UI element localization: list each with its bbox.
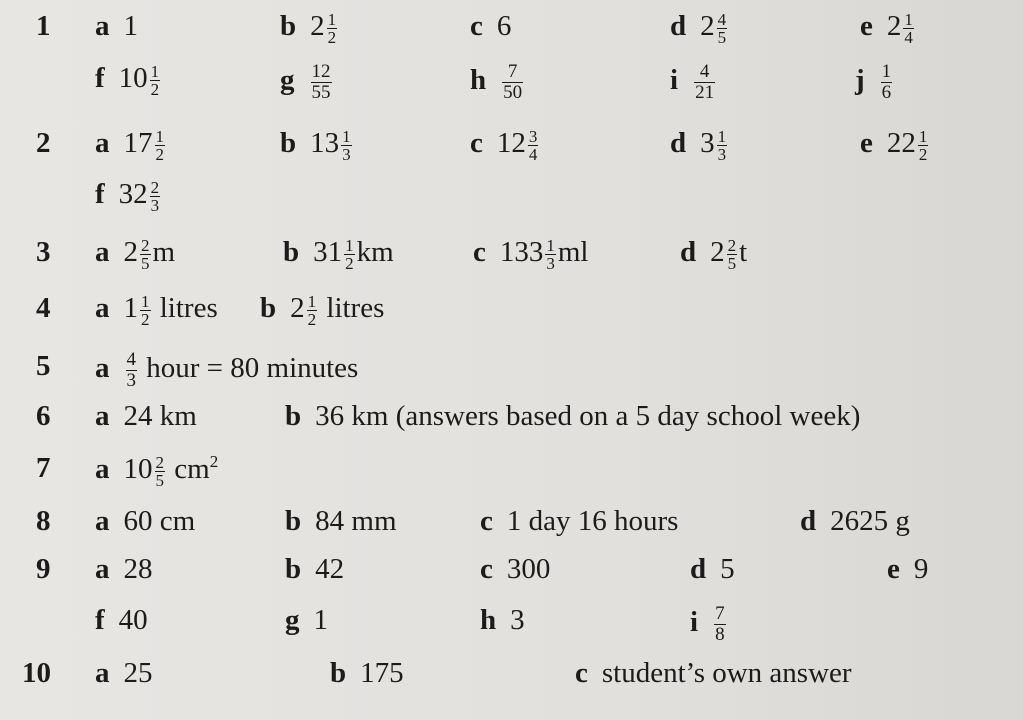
part-letter: g: [285, 604, 300, 636]
part-letter: d: [690, 553, 707, 585]
whole-part: 42: [315, 553, 345, 585]
answer-row: [0, 348, 1023, 398]
answer-item: [280, 127, 354, 163]
answer-item: [470, 62, 525, 103]
answer-row: [0, 655, 1023, 705]
question-number: 8: [36, 505, 51, 537]
answer-item: [670, 10, 729, 46]
fraction: [140, 293, 151, 328]
part-letter: i: [670, 64, 679, 97]
denominator: 5: [141, 253, 150, 273]
question-number: 3: [36, 236, 51, 268]
whole-part: 32: [118, 178, 148, 210]
fraction: [341, 128, 352, 163]
whole-part: 2: [700, 10, 715, 42]
denominator: 3: [546, 253, 555, 273]
answer-item: [280, 62, 334, 103]
answer-item: [95, 236, 175, 272]
answer-item: [285, 400, 860, 433]
denominator: 5: [155, 470, 164, 490]
answer-value: [309, 62, 334, 103]
part-letter: f: [95, 178, 105, 210]
whole-part: 300: [506, 553, 551, 585]
answer-value: [124, 452, 219, 489]
answer-value: [124, 657, 153, 690]
whole-part: 3: [510, 604, 525, 636]
answer-item: [330, 657, 404, 690]
answer-value: [119, 62, 163, 98]
part-letter: a: [95, 10, 110, 42]
fraction: [307, 293, 318, 328]
answer-row: [0, 8, 1023, 58]
fraction: [140, 237, 151, 272]
fraction: [714, 604, 726, 645]
answer-item: [670, 127, 729, 163]
part-letter: b: [280, 127, 297, 159]
whole-part: 10: [118, 62, 148, 94]
part-letter: h: [480, 604, 497, 636]
question-number: 4: [36, 292, 51, 324]
part-letter: a: [95, 452, 110, 485]
answer-row: [0, 234, 1023, 284]
answer-item: [690, 553, 735, 586]
unit-text: litres: [152, 292, 218, 324]
whole-part: 1 day 16 hours: [506, 505, 679, 537]
numerator: 2: [141, 235, 150, 255]
whole-part: 1: [313, 604, 328, 636]
answer-value: [879, 62, 895, 103]
fraction: [694, 62, 715, 103]
answer-item: [95, 62, 162, 98]
part-letter: e: [887, 553, 900, 585]
part-letter: c: [470, 10, 483, 42]
denominator: 2: [918, 144, 928, 164]
whole-part: 28: [123, 553, 153, 585]
part-letter: a: [95, 352, 110, 385]
answer-item: [860, 10, 916, 46]
numerator: 1: [141, 291, 150, 311]
answer-value: [313, 236, 394, 272]
denominator: 2: [141, 309, 150, 329]
denominator: 3: [717, 144, 727, 164]
answer-value: [700, 10, 729, 46]
denominator: 2: [307, 309, 317, 329]
numerator: 7: [502, 62, 523, 83]
whole-part: 22: [886, 127, 916, 159]
numerator: 1: [307, 291, 317, 311]
answer-item: [690, 604, 728, 645]
part-letter: c: [473, 236, 486, 268]
answer-value: [360, 657, 404, 690]
denominator: 4: [904, 27, 913, 47]
answer-value: [497, 127, 541, 163]
part-letter: j: [855, 64, 865, 97]
whole-part: 9: [913, 553, 929, 585]
answer-item: [800, 505, 910, 538]
whole-part: 2: [123, 236, 138, 268]
question-number: 6: [36, 400, 51, 432]
answer-value: [119, 178, 163, 214]
answer-item: [95, 553, 153, 586]
whole-part: 84 mm: [315, 505, 397, 537]
part-letter: c: [470, 127, 483, 159]
fraction: [344, 237, 355, 272]
part-letter: d: [670, 127, 687, 159]
answer-value: [500, 236, 589, 272]
whole-part: student’s own answer: [601, 657, 852, 689]
answer-value: [507, 553, 551, 586]
unit-text: km: [356, 236, 394, 268]
answer-row: [0, 450, 1023, 500]
numerator: 2: [150, 177, 160, 197]
denominator: 2: [155, 144, 164, 164]
part-letter: a: [95, 657, 110, 689]
part-letter: i: [690, 606, 699, 639]
answer-item: [95, 657, 153, 690]
whole-part: 13: [310, 127, 340, 159]
part-letter: c: [480, 505, 493, 537]
denominator: 8: [715, 624, 725, 645]
answer-item: [285, 604, 328, 637]
numerator: 1: [342, 126, 351, 146]
answer-value: [124, 505, 196, 538]
whole-part: 1: [123, 292, 138, 324]
answer-item: [95, 400, 197, 433]
denominator: 3: [126, 370, 136, 391]
whole-part: 2: [310, 10, 325, 42]
answer-row: [0, 602, 1023, 652]
denominator: 21: [695, 82, 715, 103]
part-letter: a: [95, 400, 110, 432]
answer-item: [470, 127, 540, 163]
part-letter: f: [95, 604, 105, 636]
whole-part: 3: [700, 127, 715, 159]
fraction: [126, 350, 138, 391]
part-letter: g: [280, 64, 295, 97]
answer-value: [124, 400, 197, 433]
numerator: 4: [717, 9, 727, 29]
whole-part: 175: [360, 657, 404, 689]
numerator: 1: [345, 235, 354, 255]
denominator: 6: [881, 82, 892, 103]
question-number: 7: [36, 452, 51, 484]
part-letter: c: [575, 657, 588, 689]
part-letter: a: [95, 505, 110, 537]
answer-value: [124, 292, 218, 328]
whole-part: 10: [123, 452, 153, 485]
part-letter: f: [95, 62, 105, 94]
part-letter: e: [860, 127, 873, 159]
part-letter: h: [470, 64, 487, 97]
answer-value: [887, 127, 931, 163]
fraction: [150, 63, 161, 98]
numerator: 4: [126, 349, 136, 370]
denominator: 2: [150, 79, 160, 99]
answer-item: [95, 452, 218, 489]
part-letter: b: [260, 292, 277, 324]
answer-item: [95, 292, 218, 328]
answer-value: [124, 127, 168, 163]
denominator: 5: [717, 27, 727, 47]
fraction: [545, 237, 556, 272]
whole-part: 12: [496, 127, 526, 159]
answer-item: [670, 62, 717, 103]
denominator: 55: [311, 82, 331, 103]
part-letter: b: [330, 657, 347, 689]
numerator: 1: [150, 61, 160, 81]
unit-text: ml: [557, 236, 589, 268]
answer-value: [914, 553, 929, 586]
question-number: 2: [36, 127, 51, 159]
denominator: 5: [727, 253, 737, 273]
denominator: 3: [150, 195, 160, 215]
whole-part: 5: [720, 553, 735, 585]
numerator: 1: [155, 126, 164, 146]
fraction: [717, 128, 728, 163]
unit-exponent: 2: [209, 452, 219, 471]
question-number: 9: [36, 553, 51, 585]
part-letter: b: [283, 236, 300, 268]
part-letter: a: [95, 236, 110, 268]
whole-part: 1: [123, 10, 138, 42]
answer-row: [0, 125, 1023, 175]
answer-item: [887, 553, 928, 586]
answer-value: [830, 505, 910, 538]
answer-value: [314, 604, 329, 637]
part-letter: a: [95, 553, 110, 585]
denominator: 2: [327, 27, 337, 47]
numerator: 4: [694, 62, 715, 83]
answer-value: [507, 505, 679, 538]
answer-item: [280, 10, 339, 46]
answer-item: [470, 10, 511, 43]
whole-part: 2: [290, 292, 305, 324]
answer-row: [0, 503, 1023, 553]
answer-item: [283, 236, 394, 272]
answer-value: [692, 62, 717, 103]
fraction: [918, 128, 929, 163]
answer-item: [95, 178, 162, 214]
answer-value: [315, 553, 344, 586]
fraction: [327, 11, 338, 46]
answer-item: [473, 236, 589, 272]
part-letter: d: [680, 236, 697, 268]
numerator: 3: [528, 126, 538, 146]
numerator: 7: [715, 603, 725, 624]
numerator: 1: [918, 126, 928, 146]
fraction: [528, 128, 539, 163]
fraction: [155, 128, 166, 163]
unit-text: hour = 80 minutes: [139, 352, 359, 385]
fraction: [311, 62, 332, 103]
answer-row: [0, 398, 1023, 448]
fraction: [881, 62, 893, 103]
answer-item: [480, 505, 678, 538]
answer-item: [855, 62, 894, 103]
question-number: 10: [22, 657, 51, 689]
part-letter: b: [285, 553, 302, 585]
part-letter: b: [280, 10, 297, 42]
fraction: [727, 237, 738, 272]
denominator: 50: [503, 82, 523, 103]
answer-value: [720, 553, 735, 586]
answer-row: [0, 551, 1023, 601]
whole-part: 31: [313, 236, 343, 268]
whole-part: 6: [496, 10, 512, 42]
numerator: 1: [881, 61, 892, 82]
answer-value: [124, 350, 359, 391]
answer-item: [260, 292, 384, 328]
answer-item: [480, 553, 550, 586]
fraction: [502, 62, 523, 103]
denominator: 4: [528, 144, 538, 164]
answer-value: [700, 127, 729, 163]
unit-text: cm: [167, 452, 210, 485]
answer-value: [310, 127, 354, 163]
question-number: 5: [36, 350, 51, 382]
answer-item: [95, 604, 148, 637]
whole-part: 25: [123, 657, 153, 689]
answer-value: [510, 604, 525, 637]
answer-item: [95, 10, 138, 43]
answer-value: [497, 10, 512, 43]
answer-item: [860, 127, 930, 163]
answer-item: [285, 505, 397, 538]
whole-part: 2: [710, 236, 725, 268]
answer-item: [95, 505, 195, 538]
answer-value: [119, 604, 148, 637]
answer-item: [575, 657, 852, 690]
part-letter: d: [670, 10, 687, 42]
whole-part: 60 cm: [123, 505, 196, 537]
numerator: 1: [904, 9, 913, 29]
numerator: 2: [155, 452, 164, 472]
whole-part: 36 km (answers based on a 5 day school week): [315, 400, 861, 432]
unit-text: t: [739, 236, 748, 268]
part-letter: c: [480, 553, 493, 585]
whole-part: 17: [123, 127, 153, 159]
fraction: [155, 454, 166, 489]
unit-text: litres: [319, 292, 385, 324]
answer-value: [712, 604, 728, 645]
fraction: [717, 11, 728, 46]
fraction: [150, 179, 161, 214]
answer-row: [0, 290, 1023, 340]
whole-part: 24 km: [123, 400, 197, 432]
answer-value: [124, 10, 139, 43]
answer-item: [480, 604, 525, 637]
numerator: 12: [311, 61, 331, 82]
answer-value: [124, 553, 153, 586]
answer-value: [887, 10, 916, 46]
answer-row: [0, 60, 1023, 110]
answer-value: [315, 400, 860, 433]
answer-item: [95, 127, 167, 163]
fraction: [903, 11, 914, 46]
answer-value: [124, 236, 176, 272]
answer-value: [602, 657, 852, 690]
answer-value: [315, 505, 396, 538]
answer-item: [285, 553, 344, 586]
part-letter: e: [860, 10, 873, 42]
numerator: 1: [546, 235, 555, 255]
question-number: 1: [36, 10, 51, 42]
unit-text: m: [152, 236, 176, 268]
whole-part: 40: [118, 604, 148, 636]
numerator: 1: [717, 126, 727, 146]
part-letter: b: [285, 400, 302, 432]
answer-item: [680, 236, 747, 272]
whole-part: 2625 g: [830, 505, 910, 537]
part-letter: b: [285, 505, 302, 537]
denominator: 3: [342, 144, 351, 164]
answer-value: [310, 10, 339, 46]
whole-part: 133: [499, 236, 544, 268]
whole-part: 2: [886, 10, 902, 42]
numerator: 1: [327, 9, 337, 29]
answer-item: [95, 350, 358, 391]
answer-value: [290, 292, 384, 328]
answer-row: [0, 176, 1023, 226]
part-letter: d: [800, 505, 817, 537]
answer-value: [500, 62, 525, 103]
denominator: 2: [345, 253, 354, 273]
answer-value: [710, 236, 747, 272]
numerator: 2: [727, 235, 737, 255]
part-letter: a: [95, 127, 110, 159]
part-letter: a: [95, 292, 110, 324]
